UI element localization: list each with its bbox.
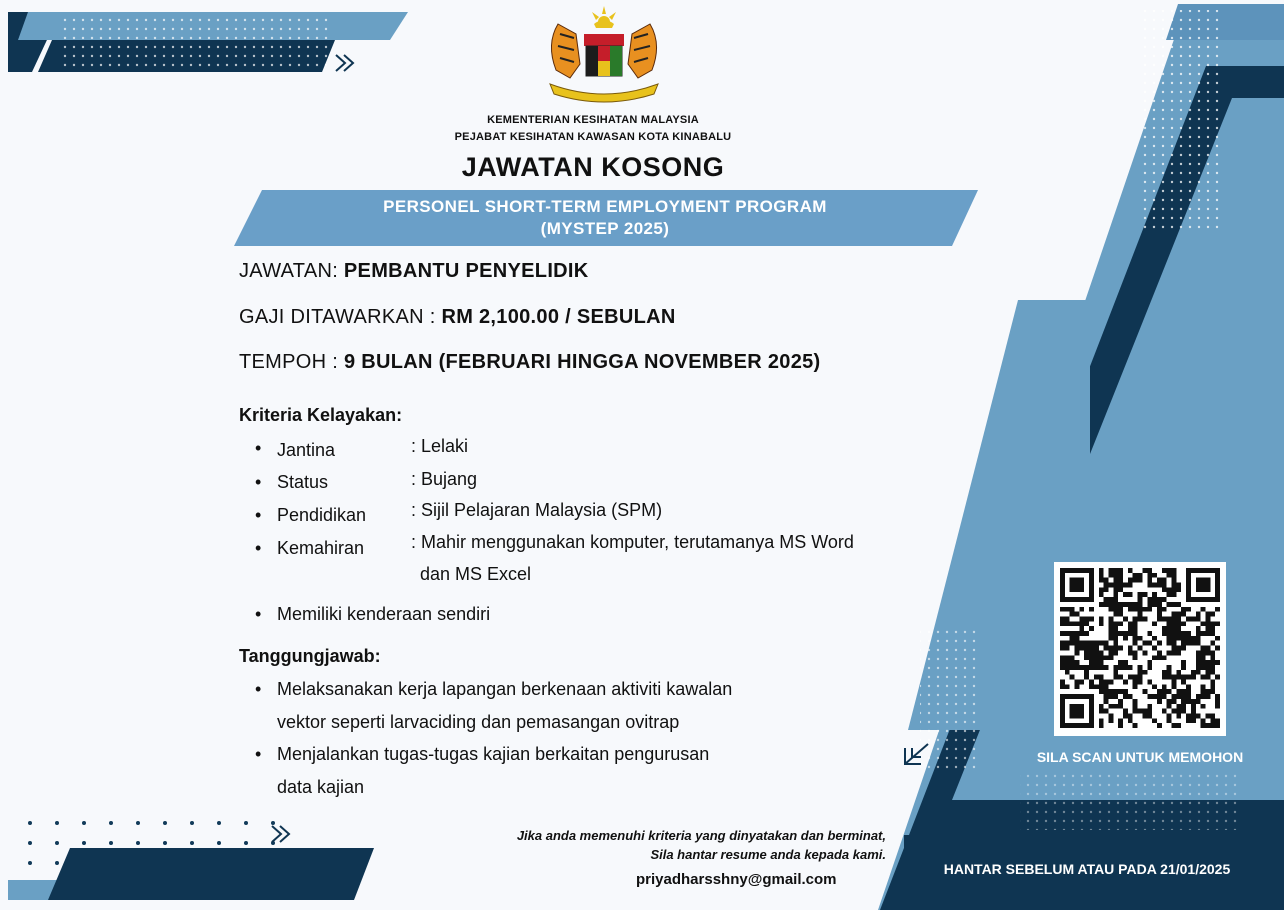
criteria-value: : Bujang [411,469,478,489]
position-row [239,260,589,283]
deadline-text: HANTAR SEBELUM ATAU PADA 21/01/2025 [943,861,1231,877]
duration-row [239,351,821,374]
responsibility-line: Melaksanakan kerja lapangan berkenaan aktiviti kawalan [277,679,733,699]
position-label: JAWATAN: [239,260,344,282]
criteria-value: : Lelaki [411,436,469,456]
duration-value: 9 BULAN (FEBRUARI HINGGA NOVEMBER 2025) [343,351,821,373]
responsibility-line: data kajian [277,777,365,797]
salary-label: GAJI DITAWARKAN : [239,306,442,328]
salary-row [239,306,676,329]
page-title: JAWATAN KOSONG [461,152,725,182]
duration-label: TEMPOH : [239,351,344,373]
closing-note [517,826,886,864]
criteria-label: Status [277,472,329,492]
criteria-value: : Sijil Pelajaran Malaysia (SPM) [411,500,663,520]
position-value: PEMBANTU PENYELIDIK [343,260,589,282]
criteria-value: : Mahir menggunakan komputer, terutamanya MS Word [411,532,854,552]
criteria-heading: Kriteria Kelayakan: [239,405,403,425]
responsibilities-heading: Tanggungjawab: [239,646,381,666]
double-chevron-right-icon [336,55,353,71]
criteria-label: Pendidikan [277,505,367,525]
closing-line: Jika anda memenuhi kriteria yang dinyatakan dan berminat, [516,828,886,843]
contact-email[interactable]: priyadharsshny@gmail.com [636,871,837,888]
program-code: (MYSTEP 2025) [540,219,670,238]
ministry-name: KEMENTERIAN KESIHATAN MALAYSIA [487,114,699,126]
criteria-label: Jantina [277,440,336,460]
scan-instruction: SILA SCAN UNTUK MEMOHON [1036,749,1244,765]
responsibility-line: Menjalankan tugas-tugas kajian berkaitan pengurusan [277,744,710,764]
qr-code-icon [1060,568,1220,728]
office-name: PEJABAT KESIHATAN KAWASAN KOTA KINABALU [454,131,732,143]
malaysia-coat-of-arms-icon [536,4,672,110]
qr-code[interactable] [1054,562,1226,736]
responsibility-line: vektor seperti larvaciding dan pemasangan ovitrap [277,712,680,732]
salary-value: RM 2,100.00 / SEBULAN [441,306,676,328]
bottom-left-navy-stripe [48,848,374,900]
criteria-label: Kemahiran [277,538,365,558]
program-name: PERSONEL SHORT-TERM EMPLOYMENT PROGRAM [383,197,827,216]
criteria-extra: Memiliki kenderaan sendiri [277,604,491,624]
criteria-value-continued: dan MS Excel [420,564,532,584]
closing-line: Sila hantar resume anda kepada kami. [650,847,886,862]
